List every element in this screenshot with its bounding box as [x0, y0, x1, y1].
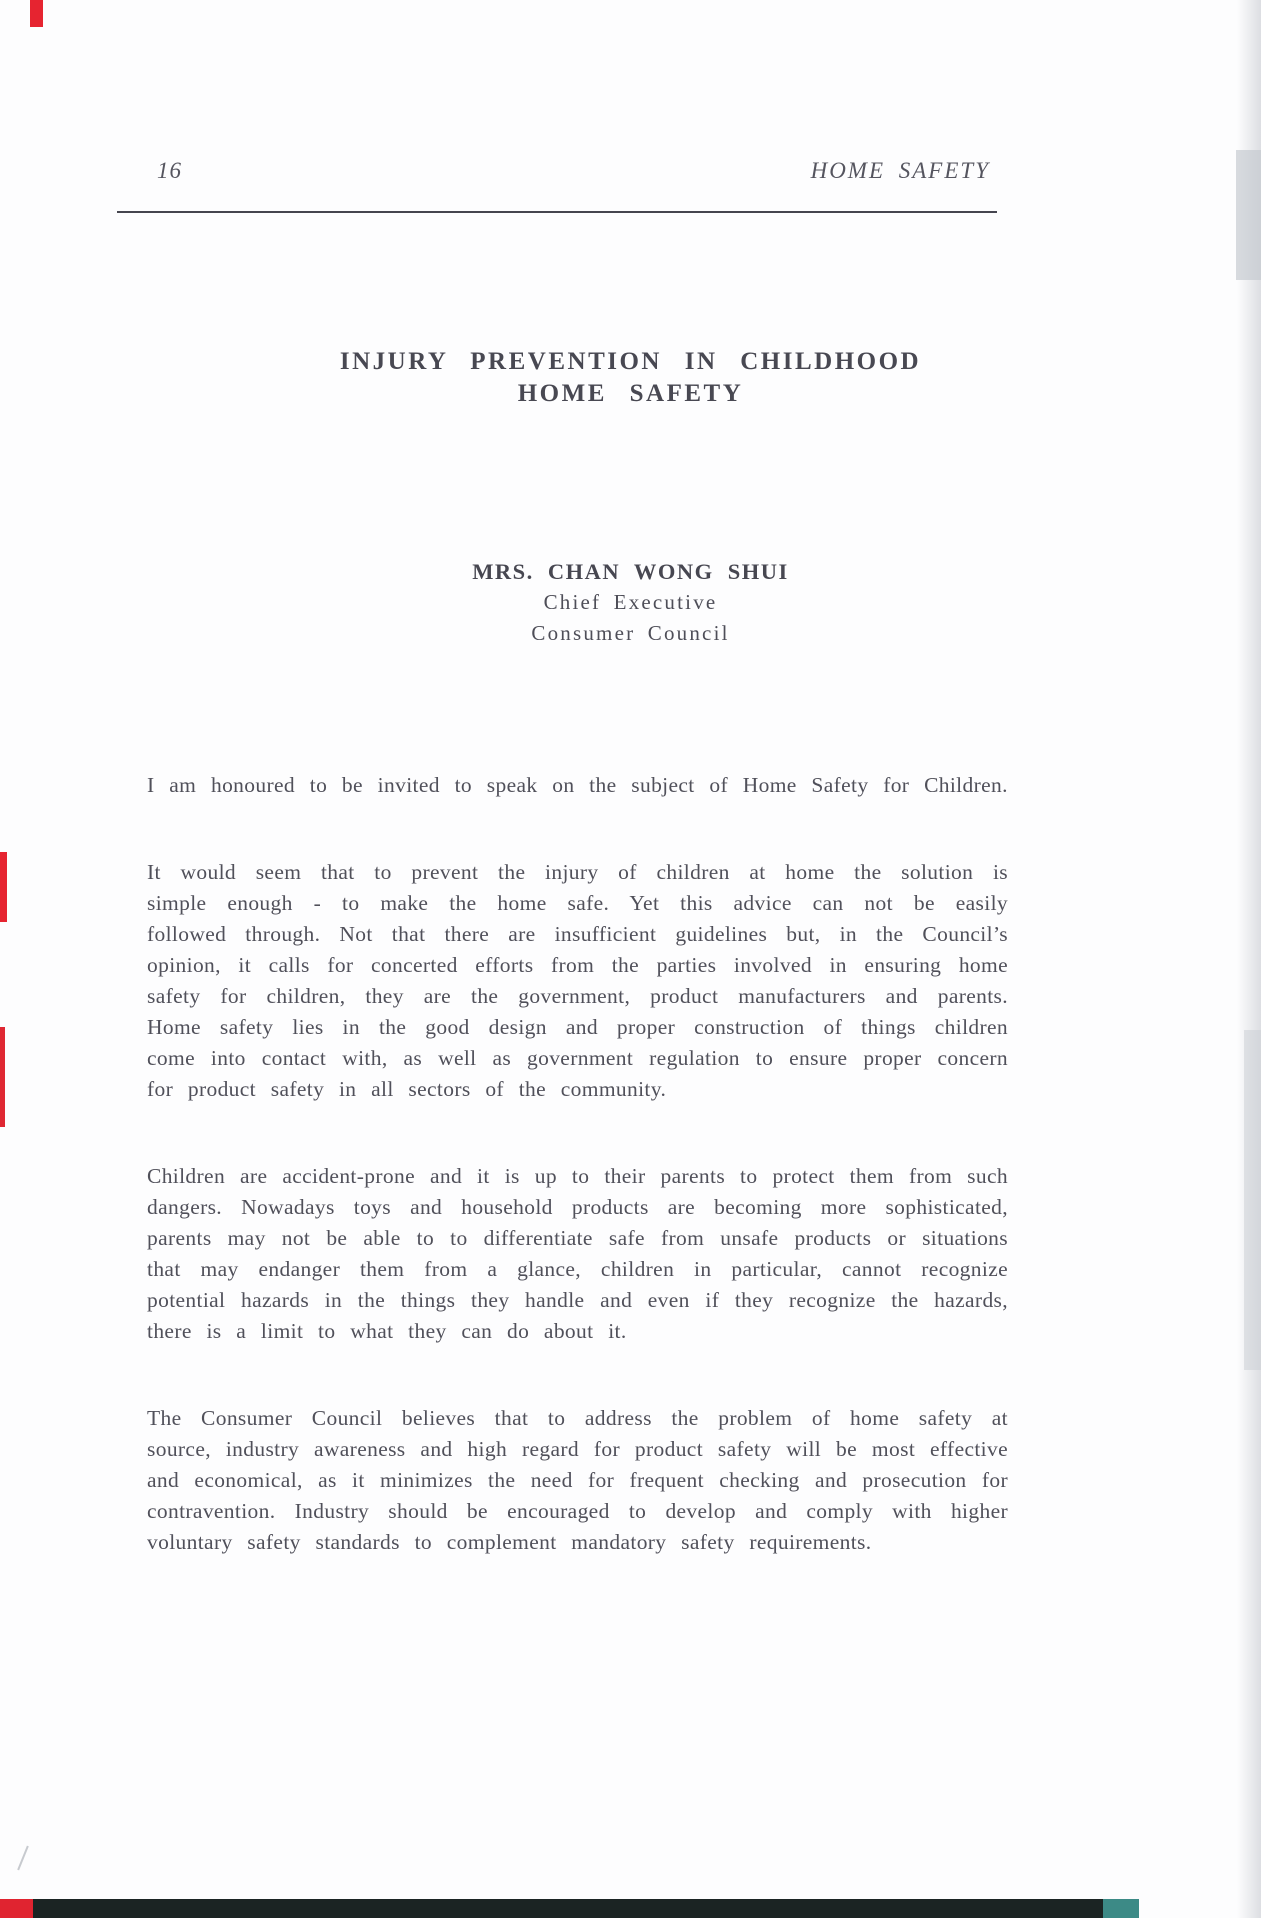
author-block	[0, 556, 1261, 649]
header-rule	[117, 211, 997, 213]
page-number: 16	[157, 158, 182, 183]
paragraph-2: It would seem that to prevent the injury of children at home the solution is simple enough - to make the home safe. Yet this advice can not be easily followed through. Not that there are insufficient guidelines but, in the Council’s opinion, it calls for concerted efforts from the parties involved in ensuring home safety for children, they are the government, product manufacturers and parents. Home safety lies in the good design and proper construction of things children come into contact with, as well as government regulation to ensure proper concern for product safety in all sectors of the community.	[147, 860, 1008, 1101]
scan-artifact-bottom-red	[0, 1899, 33, 1918]
author-name: MRS. CHAN WONG SHUI	[472, 559, 789, 584]
paragraph-3: Children are accident-prone and it is up to their parents to protect them from such dangers. Nowadays toys and household products are becoming more sophisticated, parents may not be able to to differentiate safe from unsafe products or situations that may endanger them from a glance, children in particular, cannot recognize potential hazards in the things they handle and even if they recognize the hazards, there is a limit to what they can do about it.	[147, 1164, 1008, 1343]
running-title: HOME SAFETY	[810, 158, 990, 183]
scan-artifact-edge-patch-1	[1236, 150, 1261, 280]
scan-artifact-page-edge	[1237, 0, 1261, 1918]
scan-artifact-pencil-mark	[17, 1846, 29, 1871]
scan-artifact-edge-patch-2	[1244, 1030, 1261, 1370]
paragraph-1: I am honoured to be invited to speak on the subject of Home Safety for Children.	[147, 773, 1008, 797]
scan-artifact-red-left-upper	[0, 852, 7, 922]
scan-artifact-bottom-teal	[1103, 1899, 1139, 1918]
article-title-line1: INJURY PREVENTION IN CHILDHOOD	[339, 348, 922, 375]
author-organization: Consumer Council	[531, 621, 730, 645]
scan-artifact-bottom-dark	[33, 1899, 1103, 1918]
article-title-line2: HOME SAFETY	[517, 380, 744, 407]
article-title	[0, 346, 1261, 410]
paragraph-4: The Consumer Council believes that to address the problem of home safety at source, industry awareness and high regard for product safety will be most effective and economical, as it minimizes the need for frequent checking and prosecution for contravention. Industry should be encouraged to develop and comply with higher voluntary safety standards to complement mandatory safety requirements.	[147, 1406, 1008, 1554]
body-text	[147, 770, 1008, 1614]
author-role: Chief Executive	[543, 590, 718, 614]
scan-artifact-red-left-lower	[0, 1027, 5, 1127]
scan-artifact-red-top	[30, 0, 43, 27]
